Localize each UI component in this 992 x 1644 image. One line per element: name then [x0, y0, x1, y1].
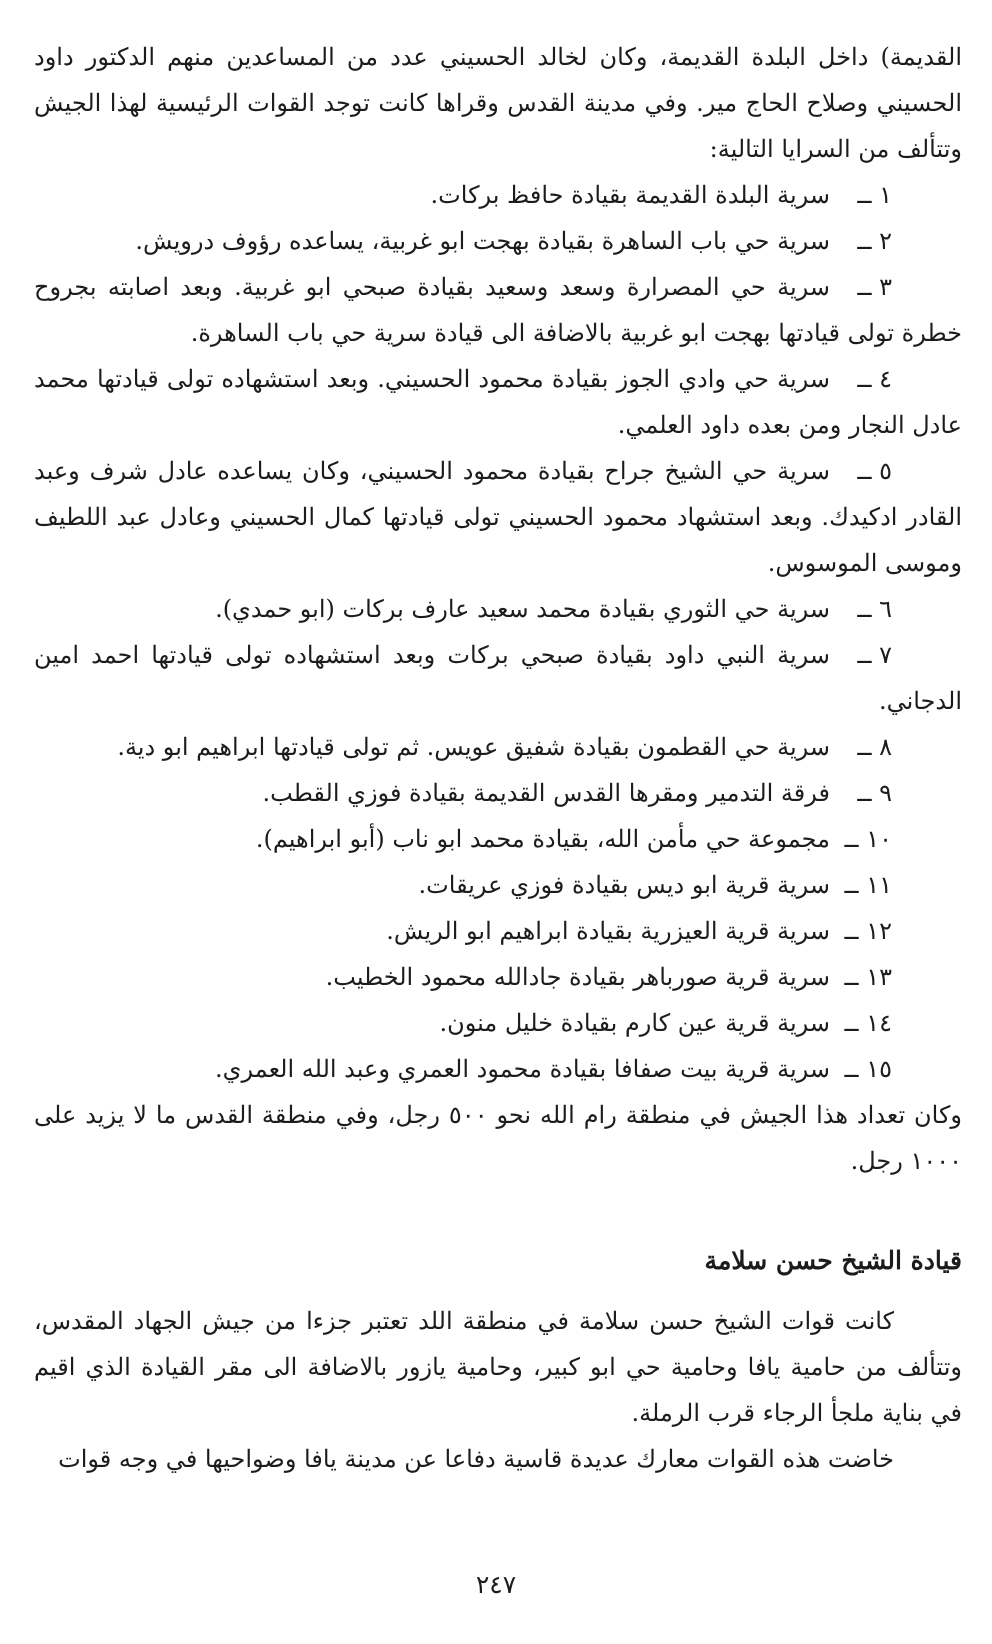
summary-paragraph: وكان تعداد هذا الجيش في منطقة رام الله نحو ٥٠٠ رجل، وفي منطقة القدس ما لا يزيد على ١٠٠٠ رجل.: [34, 1101, 963, 1175]
intro-paragraph: القديمة) داخل البلدة القديمة، وكان لخالد الحسيني عدد من المساعدين منهم الدكتور داود الحسيني وصلاح الحاج مير. وفي مدينة القدس وقراها كانت توجد القوات الرئيسية لهذا الجيش وتتألف من السرايا التالية:: [34, 43, 962, 163]
item-number: ٧ ــ: [857, 641, 892, 669]
list-item: [34, 356, 962, 448]
list-item: [34, 908, 962, 954]
item-number: ٨ ــ: [857, 733, 892, 761]
item-number: ١١ ــ: [844, 871, 892, 899]
section-heading: قيادة الشيخ حسن سلامة: [704, 1246, 962, 1275]
page-number: ٢٤٧: [475, 1570, 517, 1599]
item-number: ١٣ ــ: [844, 963, 892, 991]
item-text: مجموعة حي مأمن الله، بقيادة محمد ابو ناب (أبو ابراهيم).: [255, 825, 830, 853]
item-number: ٩ ــ: [857, 779, 892, 807]
item-text: سرية قرية عين كارم بقيادة خليل منون.: [439, 1009, 830, 1037]
list-item: [34, 586, 962, 632]
list-item: [34, 862, 962, 908]
list-item: [34, 1000, 962, 1046]
item-number: ١٢ ــ: [844, 917, 892, 945]
list-item: [34, 770, 962, 816]
item-text: سرية حي المصرارة وسعد وسعيد بقيادة صبحي ابو غربية. وبعد اصابته بجروح خطرة تولى قيادتها بهجت ابو غربية بالاضافة الى قيادة سرية حي باب الساهرة.: [34, 273, 962, 347]
item-text: سرية قرية ابو ديس بقيادة فوزي عريقات.: [418, 871, 830, 899]
item-number: ١ ــ: [857, 181, 892, 209]
section-paragraph: كانت قوات الشيخ حسن سلامة في منطقة اللد تعتبر جزءا من جيش الجهاد المقدس، وتتألف من حامية يافا وحامية حي ابو كبير، وحامية يازور بالاضافة الى مقر القيادة الذي اقيم في بناية ملجأ الرجاء قرب الرملة.: [34, 1307, 962, 1427]
list-item: [34, 264, 962, 356]
list-item: [34, 448, 962, 586]
item-text: سرية قرية صورباهر بقيادة جادالله محمود الخطيب.: [325, 963, 830, 991]
list-item: [34, 816, 962, 862]
item-text: سرية حي وادي الجوز بقيادة محمود الحسيني. وبعد استشهاده تولى قيادتها محمد عادل النجار ومن بعده داود العلمي.: [34, 365, 962, 439]
platoon-list: [34, 172, 962, 1092]
item-number: ٢ ــ: [857, 227, 892, 255]
item-text: سرية حي القطمون بقيادة شفيق عويس. ثم تولى قيادتها ابراهيم ابو دية.: [117, 733, 830, 761]
item-number: ٣ ــ: [857, 273, 892, 301]
item-number: ٥ ــ: [857, 457, 892, 485]
list-item: [34, 632, 962, 724]
item-number: ٦ ــ: [857, 595, 892, 623]
item-text: فرقة التدمير ومقرها القدس القديمة بقيادة فوزي القطب.: [262, 779, 830, 807]
item-number: ١٠ ــ: [844, 825, 892, 853]
item-text: سرية البلدة القديمة بقيادة حافظ بركات.: [430, 181, 830, 209]
item-text: سرية حي الشيخ جراح بقيادة محمود الحسيني، وكان يساعده عادل شرف وعبد القادر ادكيدك. وبعد استشهاد محمود الحسيني تولى قيادتها كمال الحسيني وعادل عبد اللطيف وموسى الموسوس.: [34, 457, 962, 577]
item-number: ١٤ ــ: [844, 1009, 892, 1037]
list-item: [34, 724, 962, 770]
list-item: [34, 1046, 962, 1092]
item-text: سرية حي باب الساهرة بقيادة بهجت ابو غربية، يساعده رؤوف درويش.: [135, 227, 830, 255]
item-text: سرية قرية بيت صفافا بقيادة محمود العمري وعبد الله العمري.: [215, 1055, 830, 1083]
section-paragraph-continued: خاضت هذه القوات معارك عديدة قاسية دفاعا عن مدينة يافا وضواحيها في وجه قوات: [58, 1445, 894, 1473]
item-number: ١٥ ــ: [844, 1055, 892, 1083]
item-text: سرية حي الثوري بقيادة محمد سعيد عارف بركات (ابو حمدي).: [215, 595, 830, 623]
list-item: [34, 218, 962, 264]
list-item: [34, 954, 962, 1000]
item-number: ٤ ــ: [857, 365, 892, 393]
list-item: [34, 172, 962, 218]
item-text: سرية النبي داود بقيادة صبحي بركات وبعد استشهاده تولى قيادتها احمد امين الدجاني.: [34, 641, 962, 715]
item-text: سرية قرية العيزرية بقيادة ابراهيم ابو الريش.: [386, 917, 830, 945]
